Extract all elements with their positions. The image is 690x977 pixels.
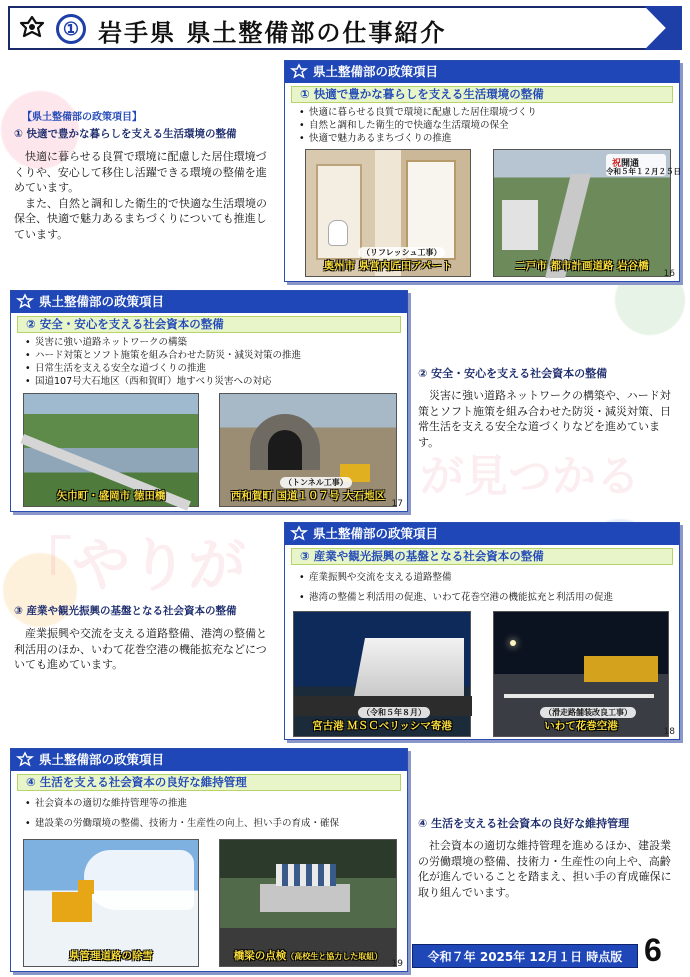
opening-celebration-mark: 祝 [612, 159, 622, 169]
policy-box-4 [10, 748, 408, 972]
intro-paragraph: また、自然と調和した衛生的で快適な生活環境の保全、快適で魅力あるまちづくりについても推進しています。 [14, 196, 267, 241]
photo-caption: 県管理道路の除雪 [69, 950, 153, 962]
side-heading: ③ 産業や観光振興の基盤となる社会資本の整備 [14, 605, 237, 617]
photo-caption: 奥州市 県営内匠田アパート [323, 260, 453, 272]
photo-tag: （トンネル工事） [280, 477, 352, 488]
side-paragraph: 産業振興や交流を支える道路整備、港湾の整備と利活用のほか、いわて花巻空港の機能拡充などについても進めています。 [14, 627, 267, 671]
photo-caption: 二戸市 都市計画道路 岩谷橋 [515, 260, 649, 272]
page-number: 6 [644, 932, 662, 968]
policy-box-3 [284, 522, 680, 740]
policy-box-2 [10, 290, 408, 512]
photo-tag: （リフレッシュ工事） [358, 247, 445, 258]
photo-tokuda-bridge [23, 393, 199, 507]
policy-box-1 [284, 60, 680, 282]
photo-tunnel-work [219, 393, 397, 507]
edition-date-badge: 令和７年 2025年 12月１日 時点版 [412, 944, 638, 968]
page-index: 17 [391, 499, 403, 509]
bullet-item: • ハード対策とソフト施策を組み合わせた防災・減災対策の推進 [25, 349, 397, 362]
section-number-badge: ① [56, 14, 86, 44]
policy-box-header [11, 749, 407, 771]
header-arrow-accent [628, 6, 682, 50]
bullet-item: • 快適で魅力あるまちづくりの推進 [299, 132, 669, 145]
photo-bridge-inspection [219, 839, 397, 967]
bullet-item: • 建設業の労働環境の整備、技術力・生産性の向上、担い手の育成・確保 [25, 817, 397, 830]
photo-tag: （滑走路舗装改良工事） [540, 707, 636, 718]
intro-paragraph: 快適に暮らせる良質で環境に配慮した居住環境づくりや、安心して移住し活躍できる環境の整備を進めています。 [14, 150, 267, 194]
intro-text-block [14, 108, 276, 242]
policy-subheading: ④ 生活を支える社会資本の良好な維持管理 [17, 774, 401, 791]
policy-box-header [285, 61, 679, 83]
iwate-crest-icon [17, 752, 33, 768]
photo-apartment [305, 149, 471, 277]
photo-caption: 宮古港 ＭＳＣベリッシマ寄港 [312, 720, 452, 732]
side-heading: ② 安全・安心を支える社会資本の整備 [418, 367, 608, 380]
policy-bullet-list [25, 336, 397, 388]
bullet-item: • 快適に暮らせる良質で環境に配慮した居住環境づくり [299, 106, 669, 119]
policy-box-header-text: 県土整備部の政策項目 [39, 294, 165, 309]
side-text-block-3 [14, 600, 276, 673]
photo-tag: （令和５年８月） [358, 707, 430, 718]
policy-box-header [285, 523, 679, 545]
policy-subheading: ③ 産業や観光振興の基盤となる社会資本の整備 [291, 548, 673, 565]
photo-bridge-aerial [493, 149, 681, 277]
policy-box-header-text: 県土整備部の政策項目 [313, 64, 439, 79]
iwate-crest-icon [291, 64, 307, 80]
bullet-item: • 産業振興や交流を支える道路整備 [299, 571, 669, 584]
photo-caption: いわて花巻空港 [544, 720, 618, 732]
iwate-crest-icon [17, 294, 33, 310]
photo-caption [220, 948, 396, 963]
bullet-item: • 港湾の整備と利活用の促進、いわて花巻空港の機能拡充と利活用の促進 [299, 591, 669, 604]
intro-heading: ① 快適で豊かな暮らしを支える生活環境の整備 [14, 128, 237, 140]
policy-bullet-list [299, 571, 669, 604]
photo-cruise-ship [293, 611, 471, 737]
bullet-item: • 日常生活を支える安全な道づくりの推進 [25, 362, 397, 375]
side-heading: ④ 生活を支える社会資本の良好な維持管理 [418, 817, 630, 830]
side-text-block-2 [418, 362, 680, 450]
page-title: 岩手県 県土整備部の仕事紹介 [98, 19, 447, 47]
policy-subheading: ② 安全・安心を支える社会資本の整備 [17, 316, 401, 333]
bullet-item: • 災害に強い道路ネットワークの構築 [25, 336, 397, 349]
policy-box-header-text: 県土整備部の政策項目 [39, 752, 165, 767]
photo-snow-removal [23, 839, 199, 967]
policy-box-header-text: 県土整備部の政策項目 [313, 526, 439, 541]
page-header [8, 6, 682, 50]
opening-label: 開通 [621, 159, 640, 169]
page-index: 18 [663, 727, 675, 737]
side-paragraph: 社会資本の適切な維持管理を進めるほか、建設業の労働環境の整備、技術力・生産性の向上や、高齢化が進んでいることを踏まえ、担い手の育成確保に取り組んでいます。 [418, 839, 672, 899]
photo-caption-text: 橋梁の点検 [233, 950, 287, 962]
photo-caption: 西和賀町 国道１０７号 大石地区 [230, 490, 386, 502]
side-paragraph: 災害に強い道路ネットワークの構築や、ハード対策とソフト施策を組み合わせた防災・減災対策、日常生活を支える安全な道づくりなどを進めています。 [418, 389, 671, 449]
opening-date: 令和５年１２月２５日 [606, 167, 681, 176]
page-index: 16 [663, 269, 675, 279]
side-text-block-4 [418, 812, 680, 900]
iwate-crest-icon [291, 526, 307, 542]
policy-bullet-list [25, 797, 397, 830]
bullet-item: • 国道107号大石地区（西和賀町）地すべり災害への対応 [25, 375, 397, 388]
bullet-item: • 自然と調和した衛生的で快適な生活環境の保全 [299, 119, 669, 132]
iwate-crest-icon [18, 14, 46, 42]
page-index: 19 [391, 959, 403, 969]
photo-airport-runway [493, 611, 669, 737]
policy-bullet-list [299, 106, 669, 145]
photo-caption: 矢巾町・盛岡市 徳田橋 [56, 490, 166, 502]
photo-caption-note: （高校生と協力した取組） [286, 952, 383, 961]
policy-box-header [11, 291, 407, 313]
intro-label: 【県土整備部の政策項目】 [22, 112, 142, 123]
policy-subheading: ① 快適で豊かな暮らしを支える生活環境の整備 [291, 86, 673, 103]
bullet-item: • 社会資本の適切な維持管理等の推進 [25, 797, 397, 810]
